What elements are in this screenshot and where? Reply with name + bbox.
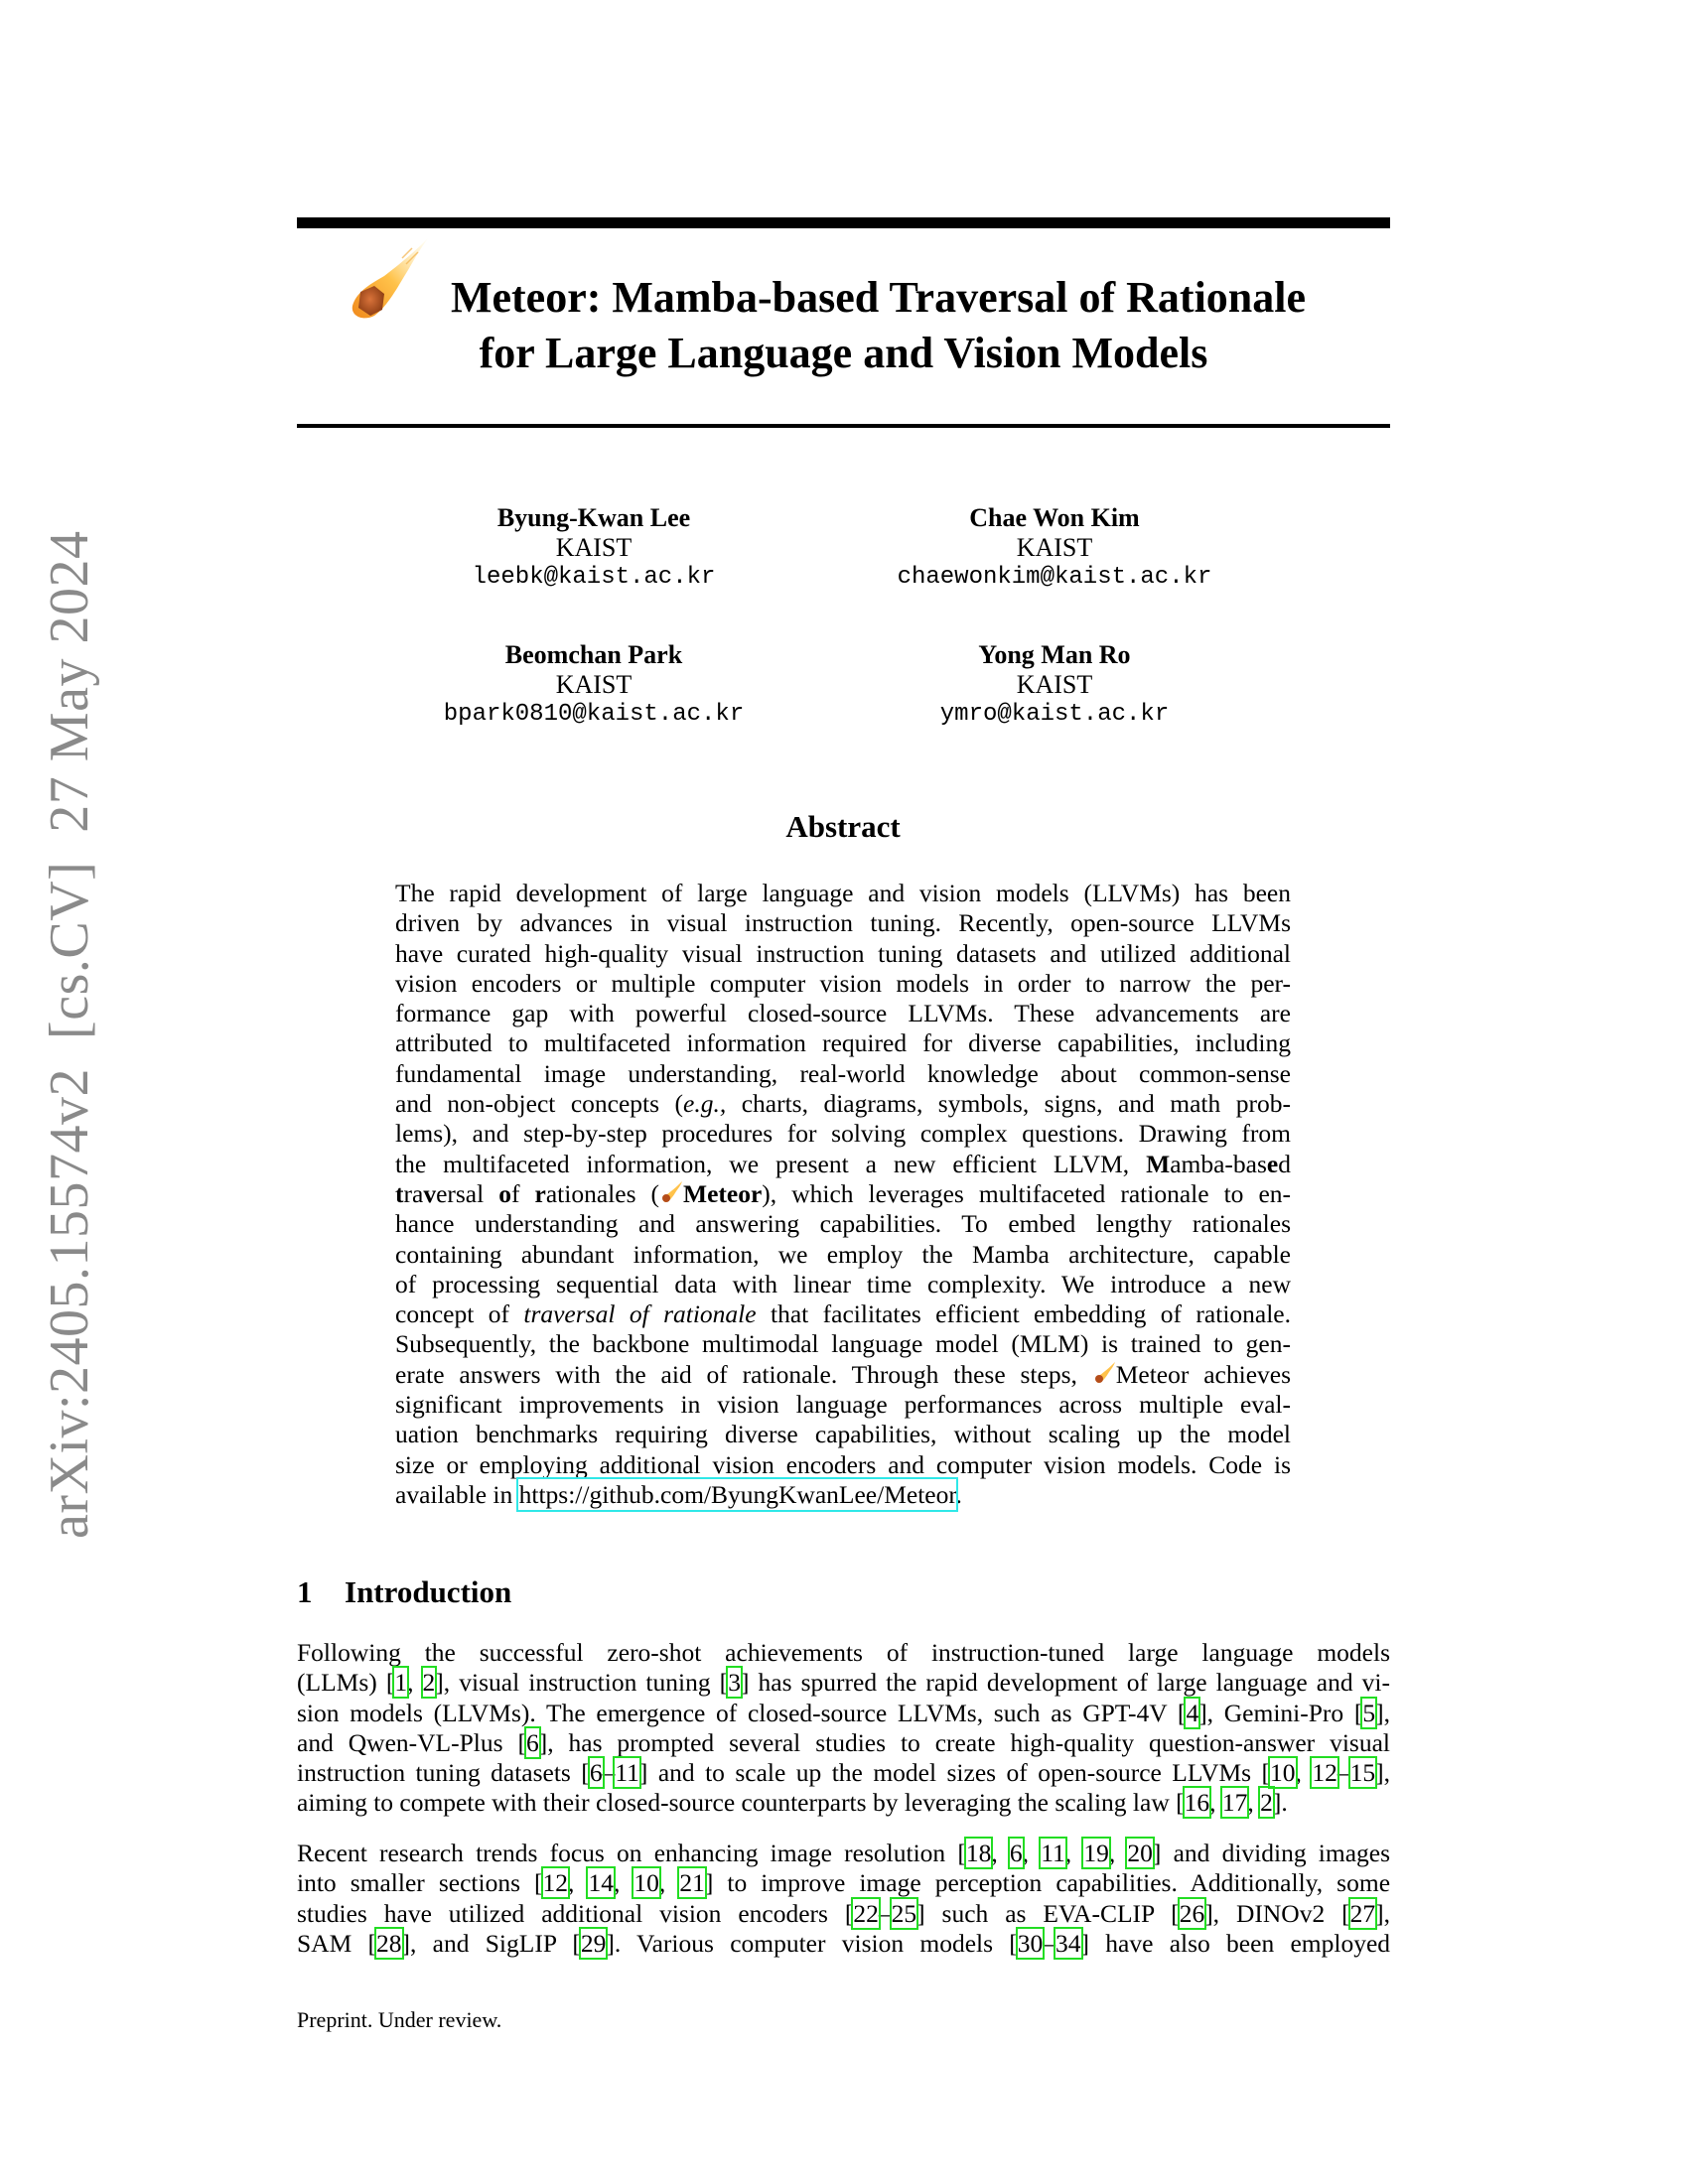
section-heading bbox=[297, 1574, 511, 1610]
citation-link[interactable]: 12 bbox=[1312, 1758, 1337, 1788]
abstract-line: containing abundant information, we employ the Mamba architecture, capable bbox=[395, 1239, 1291, 1269]
preprint-footer: Preprint. Under review. bbox=[297, 2007, 502, 2032]
citation-link[interactable]: 20 bbox=[1127, 1839, 1153, 1867]
citation-link[interactable]: 2 bbox=[422, 1668, 436, 1698]
github-link[interactable]: https://github.com/ByungKwanLee/Meteor bbox=[518, 1479, 956, 1509]
citation-link[interactable]: 11 bbox=[1041, 1839, 1065, 1867]
citation-link[interactable]: 12 bbox=[542, 1868, 569, 1898]
author-block bbox=[375, 640, 812, 730]
intro-paragraph-1: Following the successful zero-shot achievements of instruction-tuned large language models (LLMs) [1, 2], visual instruction tuning [3] has spurred the rapid development of large language and vi- sion models (LLVMs). The emergence of closed-source LLVMs, such as GPT-4V [4], Gemini-Pro [5], and Qwen-VL-Plus [6], has prompted several studies to create high-quality question-answer visual instruction tuning datasets [6–11] and to scale up the model sizes of open-source LLVMs [10, 12–15], aiming to compete with their closed-source counterparts by leveraging the scaling law [16, 17, 2]. bbox=[297, 1638, 1390, 1818]
author-block bbox=[836, 503, 1273, 593]
author-block bbox=[836, 640, 1273, 730]
citation-link[interactable]: 10 bbox=[1270, 1758, 1296, 1788]
citation-link[interactable]: 5 bbox=[1362, 1698, 1376, 1727]
meteor-icon bbox=[659, 1180, 683, 1204]
citation-link[interactable]: 4 bbox=[1186, 1698, 1199, 1727]
abstract-line: have curated high-quality visual instruction tuning datasets and utilized additional bbox=[395, 938, 1291, 968]
author-name: Yong Man Ro bbox=[978, 640, 1131, 669]
citation-link[interactable]: 11 bbox=[615, 1758, 639, 1788]
author-email: chaewonkim@kaist.ac.kr bbox=[897, 564, 1212, 591]
title-rule-top bbox=[297, 217, 1390, 228]
author-name: Beomchan Park bbox=[504, 640, 683, 669]
abstract-line: erate answers with the aid of rationale. Through these steps, Meteor achieves bbox=[395, 1359, 1291, 1389]
citation-link[interactable]: 17 bbox=[1221, 1788, 1248, 1818]
meteor-icon bbox=[1092, 1361, 1116, 1385]
citation-link[interactable]: 25 bbox=[891, 1898, 917, 1928]
citation-link[interactable]: 16 bbox=[1184, 1788, 1210, 1818]
author-block bbox=[375, 503, 812, 593]
author-affiliation: KAIST bbox=[555, 533, 633, 562]
author-affiliation: KAIST bbox=[1016, 533, 1093, 562]
author-email: leebk@kaist.ac.kr bbox=[472, 564, 716, 591]
abstract-line: Subsequently, the backbone multimodal language model (MLM) is trained to gen- bbox=[395, 1329, 1291, 1359]
abstract-line: driven by advances in visual instruction tuning. Recently, open-source LLVMs bbox=[395, 908, 1291, 938]
citation-link[interactable]: 27 bbox=[1349, 1898, 1376, 1928]
citation-link[interactable]: 10 bbox=[633, 1868, 659, 1898]
citation-link[interactable]: 30 bbox=[1017, 1928, 1044, 1958]
citation-link[interactable]: 6 bbox=[1009, 1839, 1023, 1867]
title-line-2: for Large Language and Vision Models bbox=[479, 329, 1208, 377]
citation-link[interactable]: 18 bbox=[965, 1839, 992, 1867]
abstract-line: attributed to multifaceted information required for diverse capabilities, including bbox=[395, 1028, 1291, 1058]
citation-link[interactable]: 14 bbox=[588, 1868, 614, 1898]
citation-link[interactable]: 3 bbox=[728, 1668, 741, 1698]
abstract-line: lems), and step-by-step procedures for solving complex questions. Drawing from bbox=[395, 1119, 1291, 1149]
abstract-line: The rapid development of large language and vision models (LLVMs) has been bbox=[395, 879, 1291, 907]
author-name: Chae Won Kim bbox=[969, 503, 1140, 532]
title-line-1: Meteor: Mamba-based Traversal of Rationale bbox=[450, 273, 1307, 322]
arxiv-stamp: arXiv:2405.15574v2 [cs.CV] 27 May 2024 bbox=[39, 530, 100, 1539]
author-affiliation: KAIST bbox=[1016, 670, 1093, 699]
abstract-line: the multifaceted information, we present a new efficient LLVM, Mamba-based bbox=[395, 1149, 1291, 1178]
author-email: ymro@kaist.ac.kr bbox=[939, 701, 1170, 728]
abstract-line: significant improvements in vision language performances across multiple eval- bbox=[395, 1390, 1291, 1420]
author-name: Byung-Kwan Lee bbox=[496, 503, 691, 532]
abstract-heading: Abstract bbox=[785, 809, 901, 844]
author-affiliation: KAIST bbox=[555, 670, 633, 699]
abstract-line: size or employing additional vision encoders and computer vision models. Code is bbox=[395, 1449, 1291, 1479]
abstract-line: formance gap with powerful closed-source LLVMs. These advancements are bbox=[395, 999, 1291, 1028]
citation-link[interactable]: 21 bbox=[679, 1868, 705, 1898]
citation-link[interactable]: 29 bbox=[580, 1928, 607, 1958]
citation-link[interactable]: 19 bbox=[1083, 1839, 1109, 1867]
citation-link[interactable]: 6 bbox=[589, 1758, 603, 1788]
citation-link[interactable]: 15 bbox=[1349, 1758, 1376, 1788]
abstract-line: fundamental image understanding, real-world knowledge about common-sense bbox=[395, 1058, 1291, 1088]
abstract-line: hance understanding and answering capabilities. To embed lengthy rationales bbox=[395, 1209, 1291, 1239]
citation-link[interactable]: 26 bbox=[1179, 1898, 1205, 1928]
citation-link[interactable]: 2 bbox=[1260, 1788, 1273, 1818]
section-title: Introduction bbox=[345, 1574, 512, 1609]
intro-paragraph-2: Recent research trends focus on enhancing image resolution [18, 6, 11, 19, 20] and dividing images into smaller sections [12, 14, 10, 21] to improve image perception capabilities. Additionally, some studies have utilized additional vision encoders [22–25] such as EVA-CLIP [26], DINOv2 [27], SAM [28], and SigLIP [29]. Various computer vision models [30–34] have also been employed bbox=[297, 1839, 1391, 1958]
author-email: bpark0810@kaist.ac.kr bbox=[443, 701, 745, 728]
citation-link[interactable]: 28 bbox=[376, 1928, 402, 1958]
abstract-line: vision encoders or multiple computer vision models in order to narrow the per- bbox=[395, 968, 1291, 998]
citation-link[interactable]: 22 bbox=[853, 1898, 879, 1928]
abstract-line: concept of traversal of rationale that facilitates efficient embedding of rationale. bbox=[395, 1299, 1292, 1329]
citation-link[interactable]: 1 bbox=[394, 1668, 408, 1698]
abstract-line: traversal of rationales ( Meteor), which leverages multifaceted rationale to en- bbox=[395, 1178, 1292, 1208]
abstract-line: and non-object concepts (e.g., charts, diagrams, symbols, signs, and math prob- bbox=[395, 1089, 1291, 1119]
abstract-line: available in https://github.com/ByungKwanLee/Meteor. bbox=[395, 1479, 962, 1509]
citation-link[interactable]: 6 bbox=[525, 1727, 539, 1757]
abstract-line: of processing sequential data with linear time complexity. We introduce a new bbox=[395, 1269, 1291, 1298]
section-number: 1 bbox=[297, 1574, 313, 1609]
citation-link[interactable]: 34 bbox=[1055, 1928, 1081, 1958]
abstract-body bbox=[395, 879, 1291, 1510]
paper-title bbox=[297, 270, 1390, 381]
title-rule-bottom bbox=[297, 424, 1390, 428]
abstract-line: uation benchmarks requiring diverse capabilities, without scaling up the model bbox=[395, 1420, 1291, 1449]
